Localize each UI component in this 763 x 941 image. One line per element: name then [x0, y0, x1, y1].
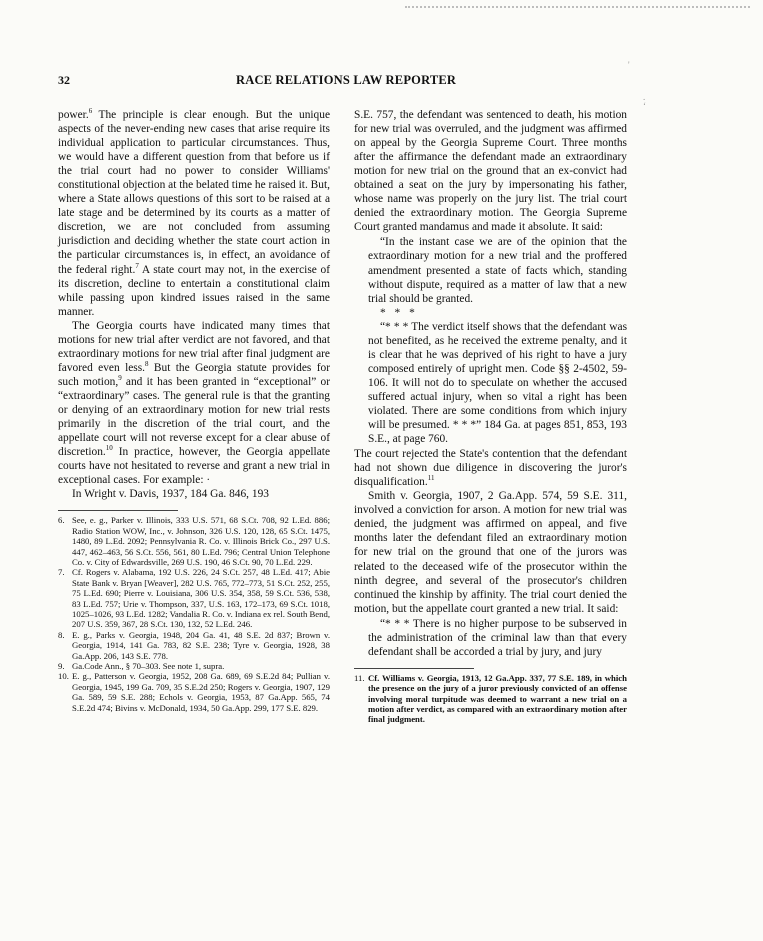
stray-mark: .: [643, 92, 646, 102]
footnotes: [58, 515, 330, 713]
stray-mark: ': [628, 60, 630, 70]
block-quote: [368, 235, 627, 446]
paragraph: power.$^6$ The principle is clear enough. But the unique aspects of the never-ending new cases that arise require its individual application to particular circumstances. Thus, we would have a different question from that before us if the trial court had no power to consider Williams' constitutional objection at the belated time he raised it. But, where a State allows questions of this sort to be raised at a late stage and be determined by its courts as a matter of discretion, we are not concluded from assuming jurisdiction and deciding whether the state court action in the particular circumstances is, in effect, an avoidance of the federal right.$^7$ A state court may not, in the exercise of its discretion, decline to entertain a constitutional claim while passing upon kindred issues raised in the same manner.: [58, 107, 330, 318]
footnote: 7. Cf. Rogers v. Alabama, 192 U.S. 226, 24 S.Ct. 257, 48 L.Ed. 417; Abie State Bank v. Bryan [Weaver], 282 U.S. 765, 772–773, 51 S.Ct. 252, 255, 75 L.Ed. 690; Pierre v. Louisiana, 306 U.S. 354, 358, 59 S.Ct. 536, 538, 83 L.Ed. 757; Urie v. Thompson, 337, U.S. 163, 172–173, 69 S.Ct. 1018, 1025–1026, 93 L.Ed. 1282; Vandalia R. Co. v. Indiana ex rel. South Bend, 207 U.S. 359, 367, 28 S.Ct. 130, 132, 52 L.Ed. 246.: [58, 567, 330, 630]
footnote-ref[interactable]: 8: [145, 360, 149, 369]
paragraph: Smith v. Georgia, 1907, 2 Ga.App. 574, 59 S.E. 311, involved a conviction for arson. A motion for new trial was denied, the judgment was affirmed on appeal, and five months later the defendant filed an extraordinary motion for new trial on the ground that one of the jurors was related to the deceased wife of the prosecutor within the ninth degree, and several of the prosecutor's children continued the kinship by affinity. The trial court denied the motion, but the appellate court granted a new trial. It said:: [354, 490, 627, 615]
paragraph: S.E. 757, the defendant was sentenced to death, his motion for new trial was overruled, and the judgment was affirmed on appeal by the Georgia Supreme Court. Three months after the affirmance the defendant made an extraordinary motion for new trial on the ground that an ex-convict had obtained a seat on the jury by impersonating his father, whose name was properly on the jury list. The trial court denied the extraordinary motion. The Georgia Supreme Court granted mandamus and made it absolute. It said:: [354, 109, 627, 234]
footnote-ref[interactable]: 10: [105, 444, 113, 453]
footnote-ref[interactable]: 9: [118, 374, 122, 383]
running-head: RACE RELATIONS LAW REPORTER: [236, 73, 457, 87]
paragraph: In Wright v. Davis, 1937, 184 Ga. 846, 193: [72, 488, 269, 501]
ellipsis: * * *: [380, 306, 418, 319]
footnotes: [354, 673, 627, 725]
footnote: 9. Ga.Code Ann., § 70–303. See note 1, supra.: [58, 661, 225, 671]
page-number: 32: [58, 73, 70, 87]
footnote-divider: [58, 510, 178, 511]
block-quote: [368, 617, 627, 659]
footnote-ref[interactable]: 6: [88, 107, 93, 116]
stray-mark: ʻ: [643, 101, 646, 111]
footnote-ref[interactable]: 7: [135, 261, 139, 270]
quote-paragraph: “In the instant case we are of the opinion that the extraordinary motion for a new trial and the proffered amendment presented a state of facts which, standing without dispute, required as a matter of law that a new trial should be granted.: [368, 236, 627, 305]
left-column: [58, 108, 330, 713]
top-border: [405, 6, 750, 8]
quote-paragraph: “* * * The verdict itself shows that the defendant was not benefited, as he received the extreme penalty, and it is clear that he was deprived of his right to have a jury composed entirely of upright men. Code §§ 2-4502, 59-106. It will not do to speculate on whether the accused suffered actual injury, when so vital a right has been violated. There are some conditions from which injury will be presumed. * * *” 184 Ga. at pages 851, 853, 193 S.E., at page 760.: [368, 320, 627, 446]
quote-paragraph: “* * * There is no higher purpose to be subserved in the administration of the criminal law than that every defendant shall be accorded a trial by jury, and jury: [368, 617, 627, 658]
paragraph: The court rejected the State's contention that the defendant had not shown due diligence in discovering the juror's disqualification.$^{11}$: [354, 448, 627, 489]
right-column: [354, 108, 627, 725]
footnote: 11. Cf. Williams v. Georgia, 1913, 12 Ga.App. 337, 77 S.E. 189, in which the presence on the jury of a juror previously convicted of an offense involving moral turpitude was deemed to warrant a new trial on a motion after verdict, as compared with an extraordinary motion after final judgment.: [354, 672, 627, 725]
page-header: [58, 73, 698, 89]
paragraph: The Georgia courts have indicated many times that motions for new trial after verdict are not favored, and that extraordinary motions for new trial after final judgment are favored even less.$^8$ But the Georgia statute provides for such motion,$^9$ and it has been granted in “exceptional” or “extraordinary” cases. The general rule is that the granting or denying of an extraordinary motion for new trial rests primarily in the discretion of the trial court, and the appellate court will not reverse except for a clear abuse of discretion.$^{10}$ In practice, however, the Georgia appellate courts have not hesitated to reverse and grant a new trial in exceptional cases. For example: ·: [58, 319, 330, 487]
footnote-ref[interactable]: 11: [427, 474, 435, 483]
footnote: 10. E. g., Patterson v. Georgia, 1952, 208 Ga. 689, 69 S.E.2d 84; Pullian v. Georgia, 1945, 199 Ga. 709, 35 S.E.2d 250; Rogers v. Georgia, 1907, 129 Ga. 589, 59 S.E. 288; Echols v. Georgia, 1953, 87 Ga.App. 565, 74 S.E.2d 474; Bivins v. McDonald, 1934, 50 Ga.App. 299, 177 S.E. 829.: [58, 671, 330, 713]
footnote: 6. See, e. g., Parker v. Illinois, 333 U.S. 571, 68 S.Ct. 708, 92 L.Ed. 886; Radio Station WOW, Inc., v. Johnson, 326 U.S. 120, 128, 65 S.Ct. 1475, 1480, 89 L.Ed. 2092; Pennsylvania R. Co. v. Illinois Brick Co., 297 U.S. 447, 462–463, 56 S.Ct. 556, 561, 80 L.Ed. 796; Central Union Telephone Co. v. City of Edwardsville, 269 U.S. 190, 46 S.Ct. 90, 70 L.Ed. 229.: [58, 515, 330, 567]
footnote: 8. E. g., Parks v. Georgia, 1948, 204 Ga. 41, 48 S.E. 2d 837; Brown v. Georgia, 1914, 141 Ga. 783, 82 S.E. 238; Tyre v. Georgia, 1928, 38 Ga.App. 206, 143 S.E. 778.: [58, 629, 330, 661]
footnote-divider: [354, 668, 474, 669]
